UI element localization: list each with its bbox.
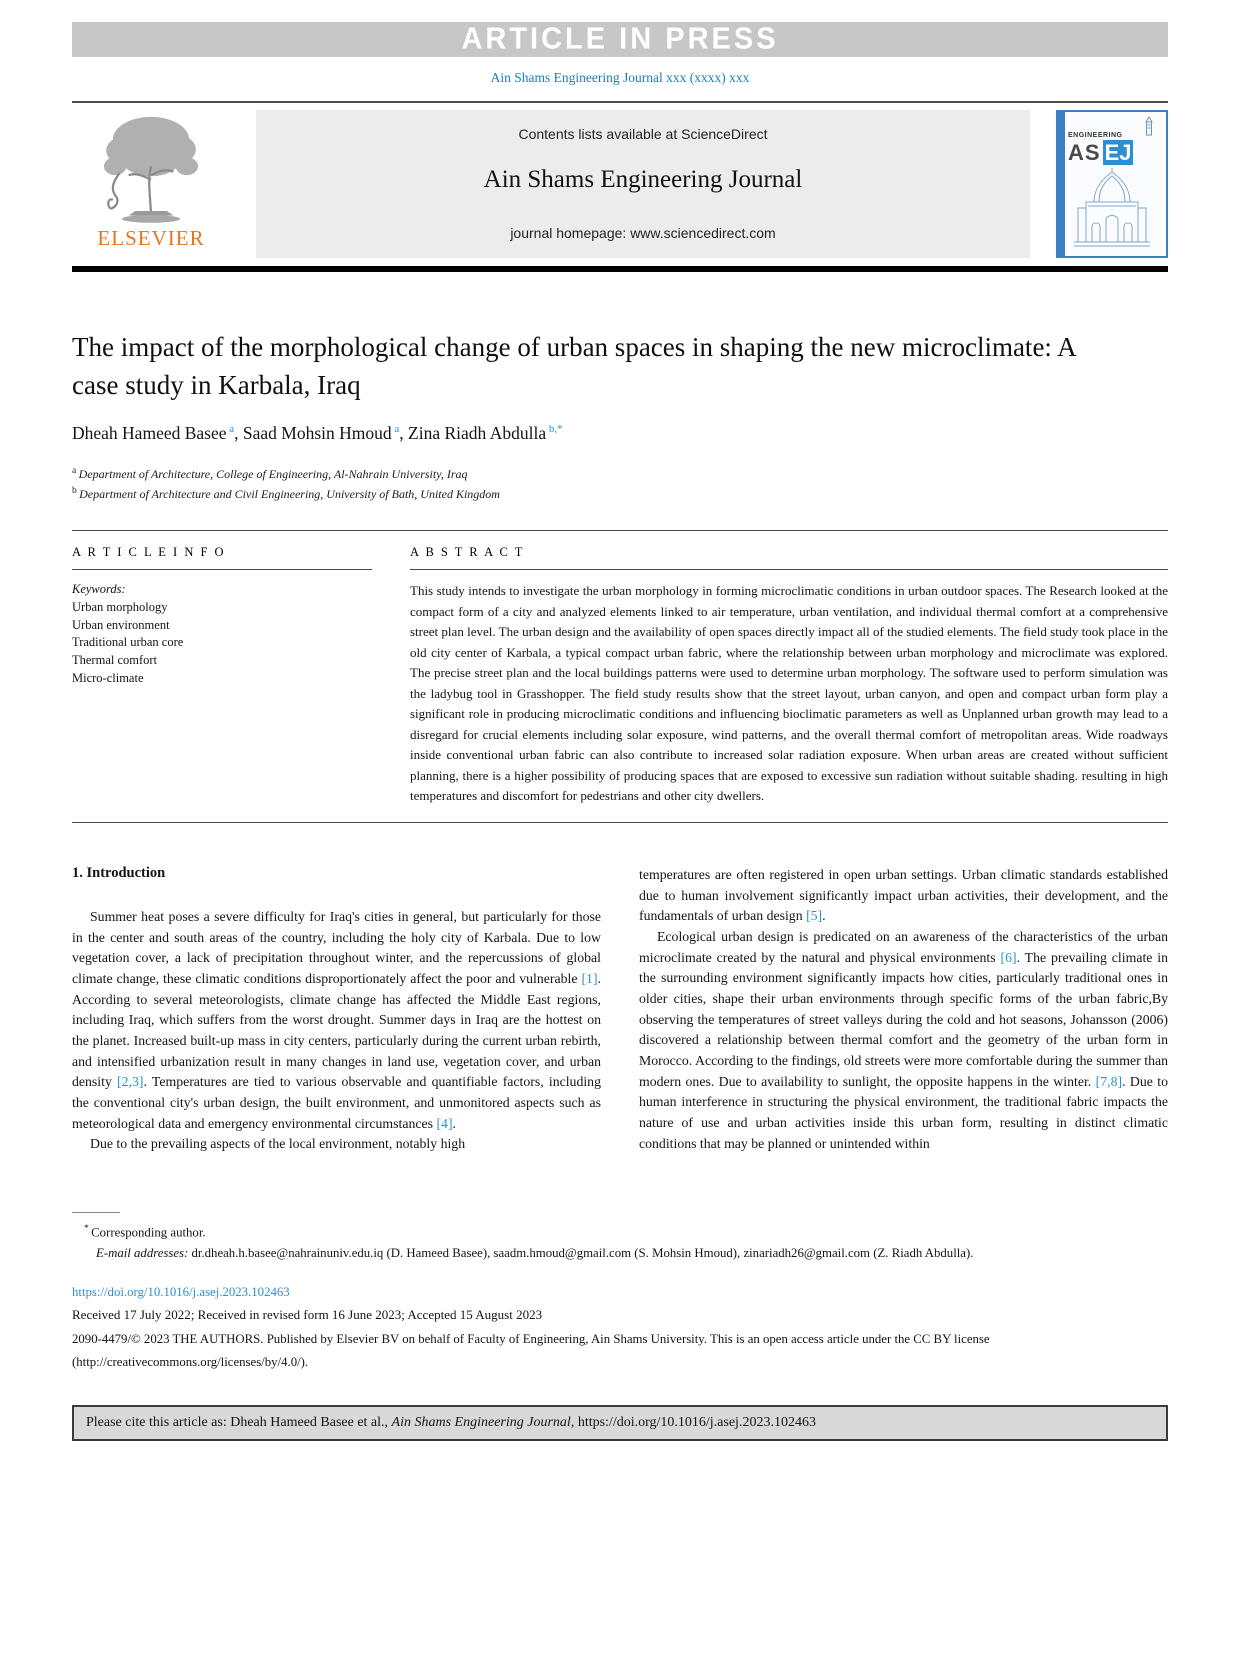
introduction-heading: 1. Introduction [72,864,166,881]
journal-reference-line: Ain Shams Engineering Journal xxx (xxxx) xxx [490,70,750,85]
cover-content [1068,116,1163,253]
cover-ej-letters: EJ [1104,140,1132,165]
elsevier-wordmark: ELSEVIER [97,226,205,250]
intro-left-column [72,865,601,1155]
contents-available-line: Contents lists available at ScienceDirect [518,126,768,142]
article-in-press-banner [72,22,1168,57]
received-dates: Received 17 July 2022; Received in revised form 16 June 2023; Accepted 15 August 2023 [72,1307,543,1323]
journal-header-panel [256,110,1030,258]
cover-asej-wordmark [1068,142,1163,164]
inline-link[interactable]: dr.dheah.h.basee@nahrainuniv.edu.iq [191,1245,384,1260]
keyword-item: Urban environment [72,617,170,632]
inline-link[interactable]: www.sciencedirect.com [630,225,776,241]
footnote-block [72,1212,1168,1263]
intro-paragraph: temperatures are often registered in open urban settings. Urban climatic standards established due to human involvement significantly impact urban activities, their development, and the fundamentals of urban design [5]. [639,866,1168,924]
keyword-item: Traditional urban core [72,635,184,650]
article-title: The impact of the morphological change of urban spaces in shaping the new microclimate: A case study in Karbala, Iraq [72,332,1076,401]
abstract-bottom-rule [72,822,1168,823]
keywords-block [72,581,372,688]
masthead-divider-bar [72,266,1168,272]
keywords-label: Keywords: [72,582,126,597]
author-line: Dheah Hameed Basee $^a$, Saad Mohsin Hmoud $^a$, Zina Riadh Abdulla $^{b,*}$ [72,422,563,443]
cover-left-strip [1058,112,1065,256]
affiliation-b: $^b$ Department of Architecture and Civil Engineering, University of Bath, United Kingdom [72,485,500,501]
please-cite-box: Please cite this article as: Dheah Hameed Basee et al., Ain Shams Engineering Journal, https://doi.org/10.1016/j.asej.2023.102463 [72,1405,1168,1441]
corresponding-author-note: * Corresponding author. [84,1224,206,1240]
intro-paragraph: Ecological urban design is predicated on an awareness of the characteristics of the urban microclimate created by the natural and physical environments [6]. The prevailing climate in the surrounding environment significantly impacts how cities, particularly traditional ones in older cities, shape their urban environments through specific forms of the urban fabric,By observing the temperatures of street valleys during the cold and hot seasons, Johansson (2006) discovered a relationship between thermal comfort and the geometry of the urban form in Morocco. According to the findings, old streets were more comfortable during the summer than modern ones. Due to availability to sunlight, the opposite happens in the winter. [7,8]. Due to human interference in structuring the physical environment, the traditional fabric impacts the nature of use and urban activities inside this urban form, resulting in distinct climatic conditions that may be planned or unintended within [639,928,1168,1151]
citation-ref[interactable]: [2,3] [117,1074,144,1090]
intro-paragraph: Summer heat poses a severe difficulty for Iraq's cities in general, but particularly for those in the center and south areas of the country, including the holy city of Karbala. Due to low vegetation cover, a lack of precipitation throughout winter, and the repercussions of global climate change, these climatic conditions disproportionately affect the poor and vulnerable [1]. According to several meteorologists, climate change has affected the Middle East regions, including Iraq, which suffers from the worst drought. Summer days in Iraq are the hottest on the planet. Increased built-up mass in city centers, particularly during the current urban rebirth, and intensified urbanization result in many changes in land use, vegetation cover, and urban density [2,3]. Temperatures are tied to various observable and quantifiable factors, including the conventional city's urban design, the built environment, and unmonitored aspects such as meteorological data and emergency environmental circumstances [4]. [72,908,601,1131]
intro-right-column [639,865,1168,1155]
affiliations [72,464,1168,504]
citation-ref[interactable]: [7,8] [1095,1073,1123,1089]
email-addresses-line: E-mail addresses: dr.dheah.h.basee@nahrainuniv.edu.iq (D. Hameed Basee), saadm.hmoud@gmail.com (S. Mohsin Hmoud), zinariadh26@gmail.com (Z. Riadh Abdulla). [96,1245,974,1260]
elsevier-tree-icon [95,110,207,228]
intro-paragraph: Due to the prevailing aspects of the local environment, notably high [90,1136,466,1152]
citation-ref[interactable]: [1] [581,970,598,986]
cover-dome-building-icon [1068,168,1156,252]
cover-engineering-label: ENGINEERING [1068,132,1123,139]
masthead-top-rule [72,101,1168,103]
inline-link[interactable]: ScienceDirect [681,126,768,142]
citation-ref[interactable]: [4] [436,1115,453,1131]
copyright-line: 2090-4479/© 2023 THE AUTHORS. Published by Elsevier BV on behalf of Faculty of Engineering, Ain Shams University. This is an open access article under the CC BY license (http://creativecommons.org/licenses/by/4.0/). [72,1332,990,1369]
journal-cover-thumbnail[interactable] [1056,110,1168,258]
doi-link[interactable]: https://doi.org/10.1016/j.asej.2023.102463 [72,1285,290,1300]
footnote-rule [72,1212,120,1213]
citation-ref[interactable]: [6] [1000,949,1017,965]
abstract-heading: A B S T R A C T [410,545,1168,570]
keyword-item: Urban morphology [72,599,168,614]
abstract-top-rule [72,530,1168,531]
banner-text: ARTICLE IN PRESS [461,22,779,56]
article-info-heading: A R T I C L E I N F O [72,545,372,570]
article-page [0,22,1240,1676]
cover-as-letters: AS [1068,140,1101,165]
abstract-column [410,545,1168,807]
citation-ref[interactable]: [5] [806,908,823,924]
elsevier-logo[interactable] [72,110,230,258]
inline-link[interactable]: zinariadh26@gmail.com [743,1245,871,1260]
abstract-text: This study intends to investigate the urban morphology in forming microclimatic conditions in urban outdoor spaces. The Research looked at the compact form of a city and analyzed elements linked to air temperature, urban ventilation, and individual thermal comfort at a comprehensive street plan level. The urban design and the availability of open spaces directly impact all of the studied elements. The field study took place in the old city center of Karbala, a typical compact urban fabric, where the relationship between urban morphology and microclimate was explored. The precise street plan and the local buildings patterns were used to determine urban morphology. The software used to perform simulation was the ladybug tool in Grasshopper. The field study results show that the street layout, urban canyon, and open and compact urban form play a significant role in producing microclimatic conditions and influencing bioclimatic parameters as well as Unplanned urban growth may lead to a disregard for crucial elements including solar exposure, wind patterns, and the overall thermal comfort of metropolitan areas. Wide roadways inside conventional urban fabric can also contribute to increased solar radiation exposure. When urban areas are created without sufficient planning, there is a higher possibility of producing spaces that are exposed to excessive sun radiation without suitable shading. resulting in high temperatures and discomfort for pedestrians and other city dwellers. [410,583,1168,804]
inline-link[interactable]: saadm.hmoud@gmail.com [493,1245,632,1260]
affiliation-a: $^a$ Department of Architecture, College of Engineering, Al-Nahrain University, Iraq [72,465,468,481]
journal-title: Ain Shams Engineering Journal [483,166,803,193]
cover-minaret-icon [1141,116,1157,136]
keyword-item: Micro-climate [72,670,144,685]
keyword-item: Thermal comfort [72,653,158,668]
introduction-section [72,865,1168,1155]
article-info-column [72,545,372,807]
inline-link[interactable]: http://creativecommons.org/licenses/by/4.0/ [76,1354,301,1369]
journal-homepage-line: journal homepage: www.sciencedirect.com [510,225,776,241]
masthead [72,110,1168,258]
info-abstract-section [72,545,1168,807]
